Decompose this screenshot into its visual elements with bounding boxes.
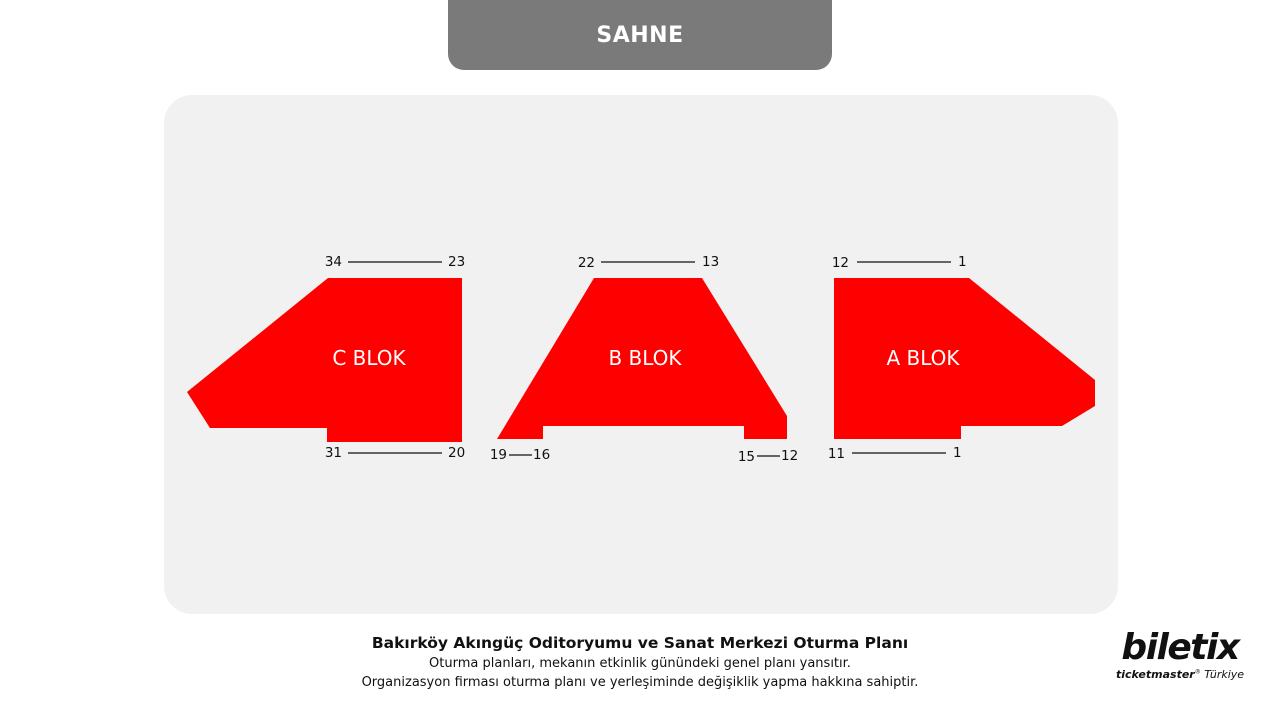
registered-mark: ® [1194, 668, 1201, 676]
block-b[interactable] [497, 278, 787, 439]
disclaimer-line-1: Oturma planları, mekanın etkinlik günündeki genel planı yansıtır. [429, 656, 851, 671]
block-b-bottom-right-a-num: 15 [737, 449, 755, 465]
venue-title: Bakırköy Akıngüç Oditoryumu ve Sanat Merkezi Oturma Planı [371, 634, 909, 652]
block-b-label: B BLOK [608, 346, 682, 370]
block-a-shape[interactable] [834, 278, 1095, 439]
block-a-label: A BLOK [886, 346, 960, 370]
block-c-label: C BLOK [332, 346, 406, 370]
block-b-top-right-num: 13 [702, 254, 720, 270]
biletix-logo [1114, 628, 1246, 681]
block-a[interactable] [834, 278, 1095, 439]
disclaimer-line-2: Organizasyon firması oturma planı ve yerleşiminde değişiklik yapma hakkına sahiptir. [361, 675, 919, 690]
block-b-top-left-num: 22 [577, 255, 595, 271]
block-c-bottom-right-num: 20 [448, 445, 466, 461]
biletix-wordmark: biletix [1121, 627, 1239, 668]
stage-label: SAHNE [596, 22, 684, 48]
block-b-bottom-right-b-num: 12 [781, 448, 799, 464]
turkiye-text: Türkiye [1204, 668, 1245, 681]
block-a-bottom-left-num: 11 [827, 446, 845, 462]
block-c-top-right-num: 23 [448, 254, 466, 270]
block-b-bottom-left-a-num: 19 [489, 447, 507, 463]
block-a-top-right-num: 1 [958, 254, 967, 270]
ticketmaster-tagline [1114, 668, 1246, 681]
plan-caption [280, 634, 1000, 692]
block-c[interactable] [187, 278, 462, 442]
block-c-shape[interactable] [187, 278, 462, 442]
block-b-bottom-left-b-num: 16 [533, 447, 551, 463]
block-a-top-left-num: 12 [831, 255, 849, 271]
block-c-top-left-num: 34 [324, 254, 342, 270]
block-a-bottom-right-num: 1 [953, 445, 962, 461]
block-c-bottom-left-num: 31 [324, 445, 342, 461]
ticketmaster-text: ticketmaster [1115, 668, 1195, 681]
